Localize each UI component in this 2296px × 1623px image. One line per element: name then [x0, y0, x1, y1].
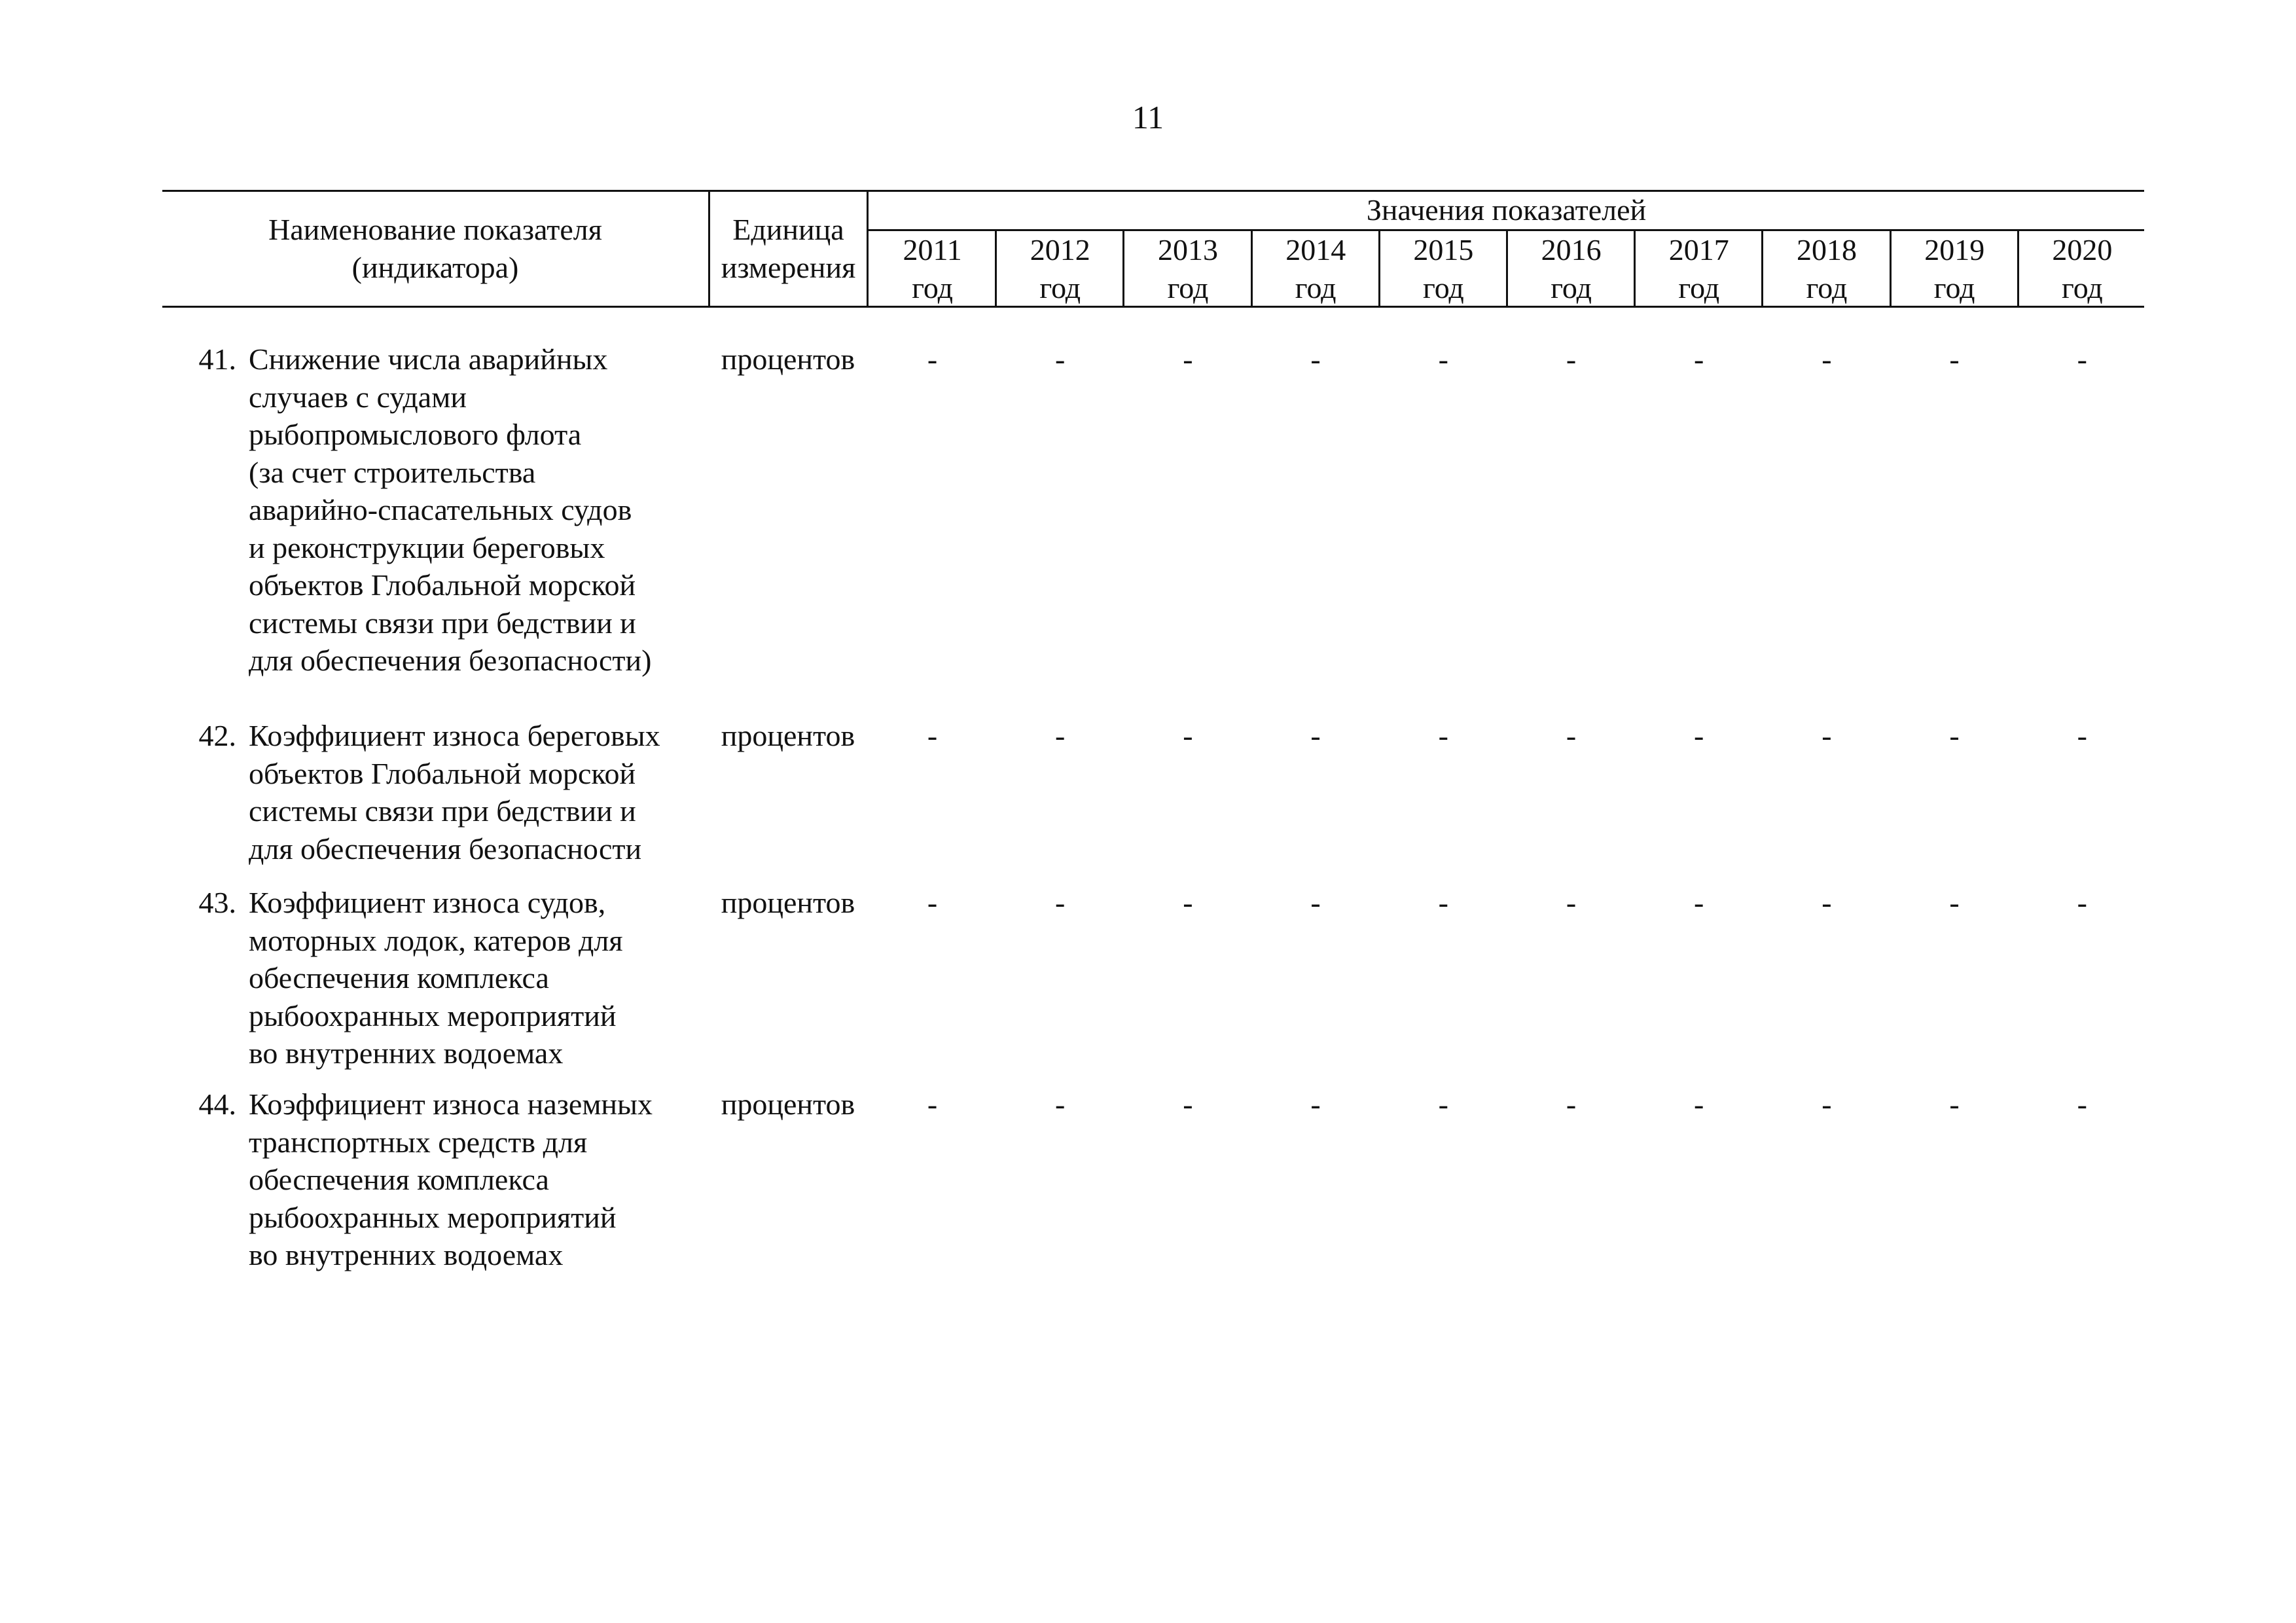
year-column-header [1252, 231, 1380, 307]
year-column-header [1380, 231, 1507, 307]
value-cell: - [1055, 1087, 1066, 1121]
value-cell: - [1310, 886, 1321, 919]
year-column-header [2018, 231, 2146, 307]
values-group-header: Значения показателей [1366, 193, 1647, 227]
value-cell: - [1055, 886, 1066, 919]
indicator-name: Коэффициент износа береговых объектов Глобальной морской системы связи при бедствии и для обеспечения безопасности [249, 719, 660, 866]
value-cell: - [1566, 342, 1577, 376]
year-label: 2018 [1796, 233, 1857, 266]
row-number: 42. [198, 719, 236, 752]
value-cell: - [1183, 719, 1193, 752]
value-cell: - [1694, 886, 1704, 919]
unit-of-measure: процентов [721, 719, 855, 752]
value-cell: - [1183, 886, 1193, 919]
year-column-header [1507, 231, 1635, 307]
value-cell: - [1438, 342, 1448, 376]
year-suffix: год [1551, 271, 1592, 304]
value-cell: - [1566, 1087, 1577, 1121]
value-cell: - [1310, 1087, 1321, 1121]
value-cell: - [1821, 342, 1832, 376]
year-column-header [1635, 231, 1763, 307]
row-number: 44. [198, 1087, 236, 1121]
value-cell: - [927, 342, 938, 376]
name-column-header: Наименование показателя (индикатора) [268, 213, 602, 284]
value-cell: - [2077, 1087, 2087, 1121]
value-cell: - [2077, 719, 2087, 752]
value-cell: - [1438, 719, 1448, 752]
year-suffix: год [1806, 271, 1848, 304]
value-cell: - [1183, 1087, 1193, 1121]
year-suffix: год [1678, 271, 1720, 304]
table-header [162, 190, 2144, 308]
year-column-header [1124, 231, 1251, 307]
value-cell: - [927, 1087, 938, 1121]
year-suffix: год [1039, 271, 1081, 304]
value-cell: - [1949, 342, 1960, 376]
value-cell: - [2077, 886, 2087, 919]
unit-of-measure: процентов [721, 886, 855, 919]
value-cell: - [1821, 886, 1832, 919]
value-cell: - [1055, 342, 1066, 376]
year-suffix: год [2061, 271, 2103, 304]
value-cell: - [1438, 1087, 1448, 1121]
value-cell: - [927, 719, 938, 752]
value-cell: - [1055, 719, 1066, 752]
row-number: 43. [198, 886, 236, 919]
row-number: 41. [198, 342, 236, 376]
year-suffix: год [1933, 271, 1975, 304]
year-label: 2019 [1924, 233, 1985, 266]
year-label: 2017 [1668, 233, 1729, 266]
indicator-name: Снижение числа аварийных случаев с судами рыбопромыслового флота (за счет строительства аварийно-спасательных судов и реконструкции береговых объектов Глобальной морской системы связи при бедствии и для обеспечения безопасности) [249, 342, 652, 677]
value-cell: - [1949, 886, 1960, 919]
year-column-header [1763, 231, 1890, 307]
indicator-name: Коэффициент износа наземных транспортных средств для обеспечения комплекса рыбоохранных мероприятий во внутренних водоемах [249, 1087, 653, 1271]
year-suffix: год [1295, 271, 1336, 304]
year-suffix: год [1422, 271, 1464, 304]
year-column-header [996, 231, 1124, 307]
value-cell: - [1694, 342, 1704, 376]
value-cell: - [1183, 342, 1193, 376]
indicator-name: Коэффициент износа судов, моторных лодок, катеров для обеспечения комплекса рыбоохранных мероприятий во внутренних водоемах [249, 886, 623, 1070]
value-cell: - [1310, 719, 1321, 752]
year-column-header [1891, 231, 2018, 307]
unit-of-measure: процентов [721, 1087, 855, 1121]
unit-column-header: Единица измерения [721, 213, 856, 284]
value-cell: - [1438, 886, 1448, 919]
year-label: 2015 [1413, 233, 1474, 266]
year-column-header [869, 231, 996, 307]
unit-of-measure: процентов [721, 342, 855, 376]
year-label: 2013 [1157, 233, 1218, 266]
value-cell: - [1949, 1087, 1960, 1121]
year-label: 2014 [1285, 233, 1346, 266]
value-cell: - [2077, 342, 2087, 376]
value-cell: - [1694, 1087, 1704, 1121]
value-cell: - [1694, 719, 1704, 752]
year-label: 2011 [903, 233, 962, 266]
value-cell: - [1566, 719, 1577, 752]
value-cell: - [1310, 342, 1321, 376]
year-suffix: год [912, 271, 953, 304]
page-number: 11 [1132, 99, 1164, 136]
value-cell: - [1566, 886, 1577, 919]
year-label: 2016 [1541, 233, 1602, 266]
value-cell: - [927, 886, 938, 919]
year-label: 2012 [1030, 233, 1090, 266]
year-label: 2020 [2052, 233, 2113, 266]
year-suffix: год [1167, 271, 1209, 304]
value-cell: - [1821, 719, 1832, 752]
value-cell: - [1821, 1087, 1832, 1121]
value-cell: - [1949, 719, 1960, 752]
